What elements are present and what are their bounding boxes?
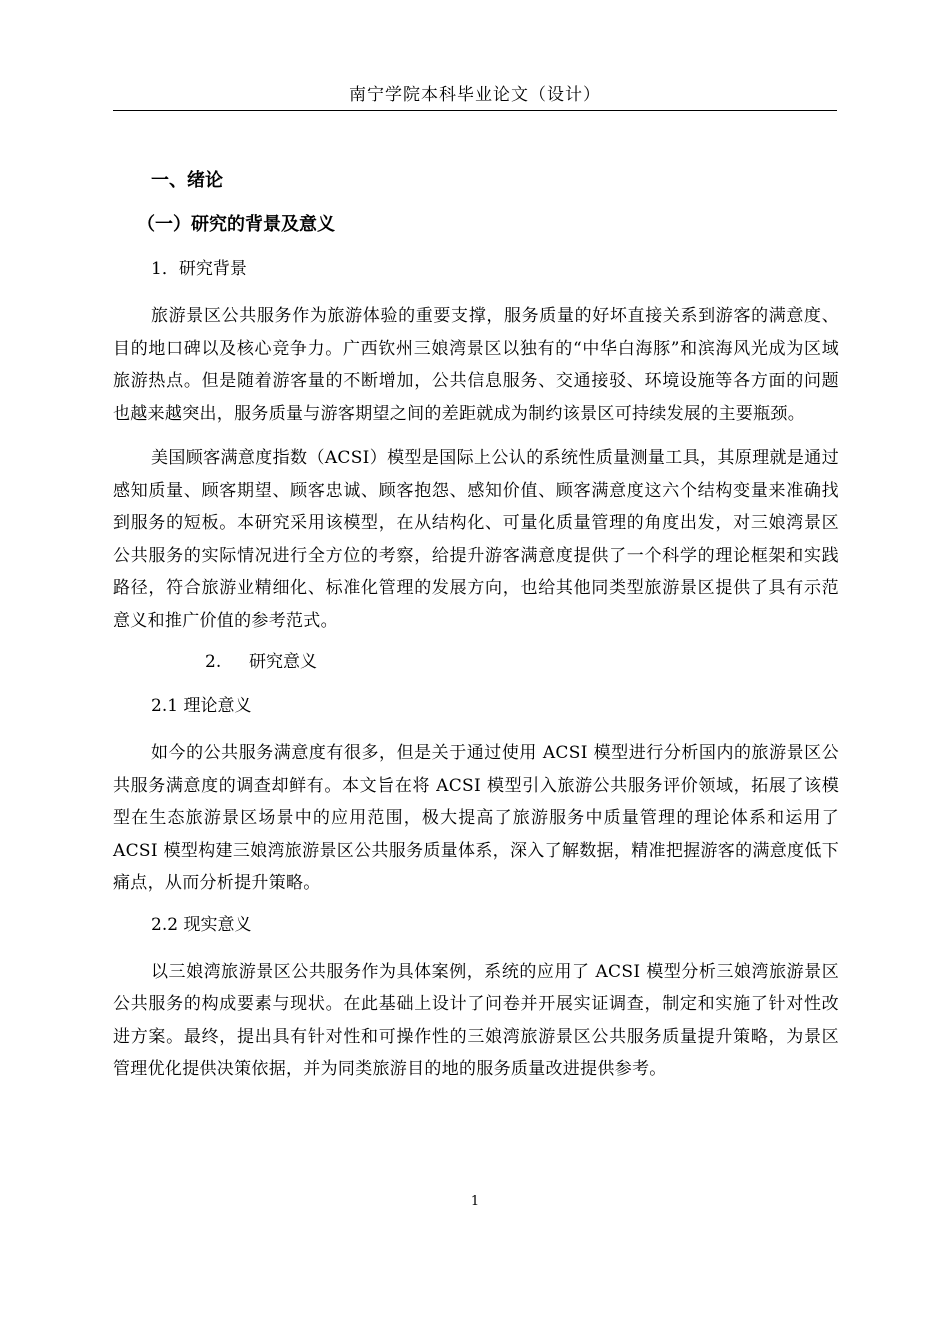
header-rule: [113, 110, 837, 111]
running-header: 南宁学院本科毕业论文（设计）: [349, 85, 601, 105]
section-heading-background: （一）研究的背景及意义: [137, 214, 335, 235]
subsection-title: 研究意义: [249, 652, 317, 672]
paragraph-theoretical-significance: 如今的公共服务满意度有很多，但是关于通过使用 ACSI 模型进行分析国内的旅游景区公共服务满意度的调查却鲜有。本文旨在将 ACSI 模型引入旅游公共服务评价领域，拓展了该模型在生态旅游景区场景中的应用范围，极大提高了旅游服务中质量管理的理论体系和运用了 ACSI 模型构建三娘湾旅游景区公共服务质量体系，深入了解数据，精准把握游客的满意度低下痛点，从而分析提升策略。: [113, 743, 839, 893]
chapter-heading: 一、绪论: [151, 170, 223, 191]
paragraph-background-2: 美国顾客满意度指数（ACSI）模型是国际上公认的系统性质量测量工具，其原理就是通过感知质量、顾客期望、顾客忠诚、顾客抱怨、感知价值、顾客满意度这六个结构变量来准确找到服务的短板。本研究采用该模型，在从结构化、可量化质量管理的角度出发，对三娘湾景区公共服务的实际情况进行全方位的考察，给提升游客满意度提供了一个科学的理论框架和实践路径，符合旅游业精细化、标准化管理的发展方向，也给其他同类型旅游景区提供了具有示范意义和推广价值的参考范式。: [113, 448, 839, 631]
page-body: [113, 168, 839, 1098]
subsection-number: 2.: [205, 652, 222, 672]
paragraph-background-1: 旅游景区公共服务作为旅游体验的重要支撑，服务质量的好坏直接关系到游客的满意度、目的地口碑以及核心竞争力。广西钦州三娘湾景区以独有的“中华白海豚”和滨海风光成为区域旅游热点。但是随着游客量的不断增加，公共信息服务、交通接驳、环境设施等各方面的问题也越来越突出，服务质量与游客期望之间的差距就成为制约该景区可持续发展的主要瓶颈。: [113, 306, 839, 424]
subsection-heading-practical-significance: 2.2 现实意义: [151, 914, 252, 935]
paragraph-practical-significance: 以三娘湾旅游景区公共服务作为具体案例，系统的应用了 ACSI 模型分析三娘湾旅游景区公共服务的构成要素与现状。在此基础上设计了问卷并开展实证调查，制定和实施了针对性改进方案。最终，提出具有针对性和可操作性的三娘湾旅游景区公共服务质量提升策略，为景区管理优化提供决策依据，并为同类旅游目的地的服务质量改进提供参考。: [113, 961, 839, 1079]
page-number: 1: [470, 1194, 480, 1209]
subsection-heading-research-background: 1．研究背景: [151, 259, 247, 279]
subsection-heading-theoretical-significance: 2.1 理论意义: [151, 696, 252, 716]
subsection-heading-research-significance: [113, 649, 839, 675]
